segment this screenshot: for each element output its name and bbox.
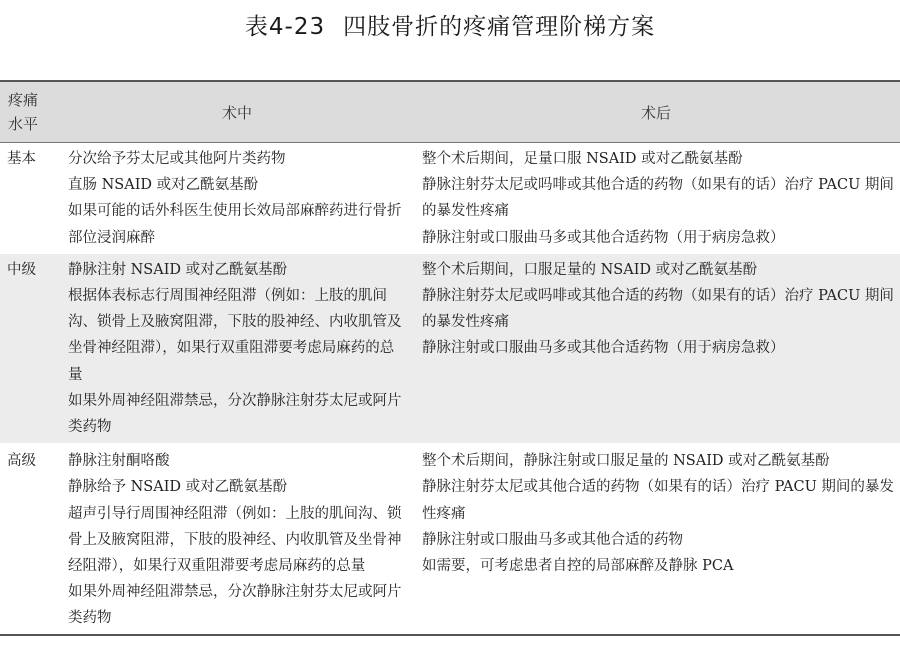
header-row: [0, 81, 900, 143]
postop-item: 静脉注射或口服曲马多或其他合适的药物: [422, 531, 683, 548]
pain-management-table: [0, 80, 900, 636]
postop-item: 整个术后期间，口服足量的 NSAID 或对乙酰氨基酚: [422, 261, 758, 278]
postop-item: 整个术后期间，静脉注射或口服足量的 NSAID 或对乙酰氨基酚: [422, 453, 830, 470]
intraop-item: 分次给予芬太尼或其他阿片类药物: [68, 151, 286, 167]
intraop-item: 超声引导行周围神经阻滞（例如：上肢的肌间沟、锁骨上及腋窝阻滞，下肢的股神经、内收肌管及坐骨神经阻滞），如果行双重阻滞要考虑局麻药的总量: [68, 505, 402, 575]
intraop-item: 根据体表标志行周围神经阻滞（例如：上肢的肌间沟、锁骨上及腋窝阻滞，下肢的股神经、内收肌管及坐骨神经阻滞），如果行双重阻滞要考虑局麻药的总量: [68, 288, 402, 383]
intraop-cell: [62, 254, 412, 443]
header-pain-level: 疼痛 水平: [8, 91, 39, 133]
postop-item: 静脉注射芬太尼或吗啡或其他合适的药物（如果有的话）治疗 PACU 期间的暴发性疼痛: [422, 177, 894, 220]
intraop-cell: [62, 143, 412, 254]
postop-cell: [412, 143, 900, 254]
intraop-cell: [62, 443, 412, 634]
table-title: [0, 8, 900, 41]
intraop-item: 如果可能的话外科医生使用长效局部麻醉药进行骨折部位浸润麻醉: [68, 203, 402, 246]
postop-cell: [412, 443, 900, 634]
intraop-item: 静脉注射 NSAID 或对乙酰氨基酚: [68, 261, 288, 278]
intraop-item: 静脉注射酮咯酸: [68, 453, 170, 470]
postop-item: 如需要，可考虑患者自控的局部麻醉及静脉 PCA: [422, 558, 734, 575]
postop-item: 静脉注射芬太尼或其他合适的药物（如果有的话）治疗 PACU 期间的暴发性疼痛: [422, 479, 894, 522]
postop-item: 静脉注射芬太尼或吗啡或其他合适的药物（如果有的话）治疗 PACU 期间的暴发性疼痛: [422, 288, 894, 331]
level-cell: 基本: [7, 151, 36, 167]
intraop-item: 如果外周神经阻滞禁忌，分次静脉注射芬太尼或阿片类药物: [68, 584, 402, 627]
level-cell: 高级: [7, 453, 36, 470]
postop-cell: [412, 254, 900, 443]
intraop-item: 直肠 NSAID 或对乙酰氨基酚: [68, 177, 259, 194]
intraop-item: 静脉给予 NSAID 或对乙酰氨基酚: [68, 479, 288, 496]
postop-item: 静脉注射或口服曲马多或其他合适药物（用于病房急救）: [422, 340, 785, 357]
intraop-item: 如果外周神经阻滞禁忌，分次静脉注射芬太尼或阿片类药物: [68, 392, 402, 436]
table-number: 表4-23: [244, 14, 326, 40]
table-row-advanced: [0, 443, 900, 634]
table-row-intermediate: [0, 254, 900, 443]
table-title-text: 四肢骨折的疼痛管理阶梯方案: [343, 14, 656, 40]
level-cell: 中级: [7, 261, 36, 278]
postop-item: 静脉注射或口服曲马多或其他合适药物（用于病房急救）: [422, 229, 785, 246]
table-row-basic: [0, 143, 900, 254]
header-intraop: 术中: [221, 103, 252, 122]
postop-item: 整个术后期间，足量口服 NSAID 或对乙酰氨基酚: [422, 151, 743, 167]
header-postop: 术后: [640, 103, 671, 122]
